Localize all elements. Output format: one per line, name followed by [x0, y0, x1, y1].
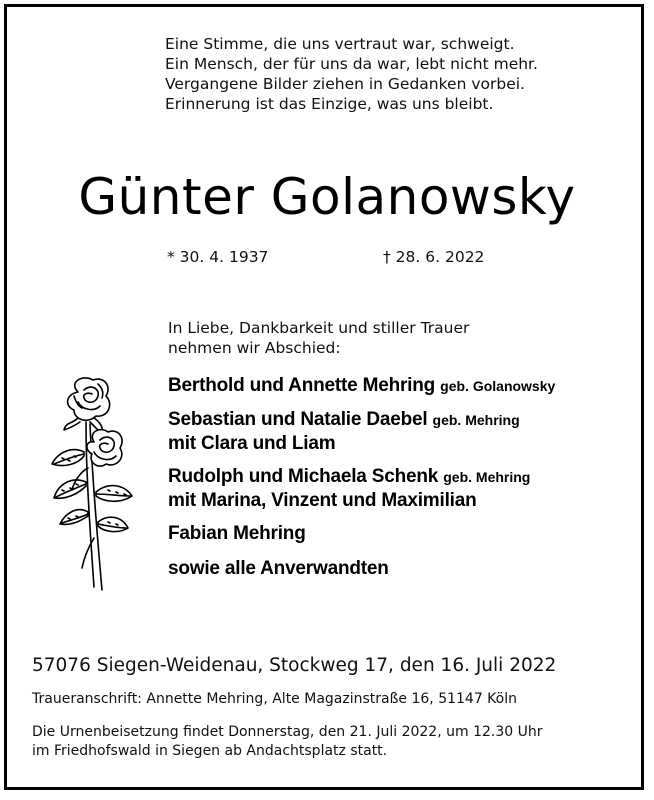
intro-line: nehmen wir Abschied: — [168, 339, 341, 357]
rose-icon — [38, 372, 138, 602]
mourner-children: mit Marina, Vinzent und Maximilian — [168, 490, 477, 511]
funeral-line: Die Urnenbeisetzung findet Donnerstag, den 21. Juli 2022, um 12.30 Uhr — [32, 724, 543, 740]
mourners-list — [168, 374, 555, 590]
poem-line: Erinnerung ist das Einzige, was uns bleibt. — [165, 95, 494, 113]
mourner-children: mit Clara und Liam — [168, 433, 336, 454]
funeral-line: im Friedhofswald in Siegen ab Andachtsplatz statt. — [32, 743, 388, 759]
mourner-main: Sebastian und Natalie Daebel — [168, 409, 428, 430]
maiden-name: geb. Golanowsky — [440, 378, 556, 394]
mourning-address-line: Traueranschrift: Annette Mehring, Alte Magazinstraße 16, 51147 Köln — [32, 691, 517, 707]
farewell-intro — [168, 318, 469, 358]
maiden-name: geb. Mehring — [432, 412, 520, 428]
mourner-group — [168, 374, 555, 398]
mourner-main: Rudolph und Michaela Schenk — [168, 466, 439, 487]
mourner-group — [168, 557, 555, 580]
mourner-name: sowie alle Anverwandten — [168, 558, 389, 579]
mourner-name — [168, 408, 555, 432]
mourner-name: Fabian Mehring — [168, 523, 306, 544]
sender-address: 57076 Siegen-Weidenau, Stockweg 17, den 16. Juli 2022 — [32, 655, 557, 676]
mourning-address — [32, 690, 517, 709]
funeral-notice — [32, 723, 542, 761]
deceased-name: Günter Golanowsky — [78, 168, 576, 226]
mourner-main: Berthold und Annette Mehring — [168, 375, 436, 396]
mourner-group — [168, 522, 555, 545]
intro-line: In Liebe, Dankbarkeit und stiller Trauer — [168, 319, 470, 337]
maiden-name: geb. Mehring — [443, 469, 531, 485]
mourner-group — [168, 408, 555, 455]
poem-line: Ein Mensch, der für uns da war, lebt nicht mehr. — [165, 55, 538, 73]
poem — [165, 34, 538, 114]
mourner-name — [168, 465, 555, 489]
poem-line: Eine Stimme, die uns vertraut war, schweigt. — [165, 35, 515, 53]
poem-line: Vergangene Bilder ziehen in Gedanken vorbei. — [165, 75, 525, 93]
mourner-group — [168, 465, 555, 512]
birth-date: * 30. 4. 1937 — [167, 248, 269, 266]
mourner-name — [168, 374, 555, 398]
death-date: † 28. 6. 2022 — [383, 248, 485, 266]
